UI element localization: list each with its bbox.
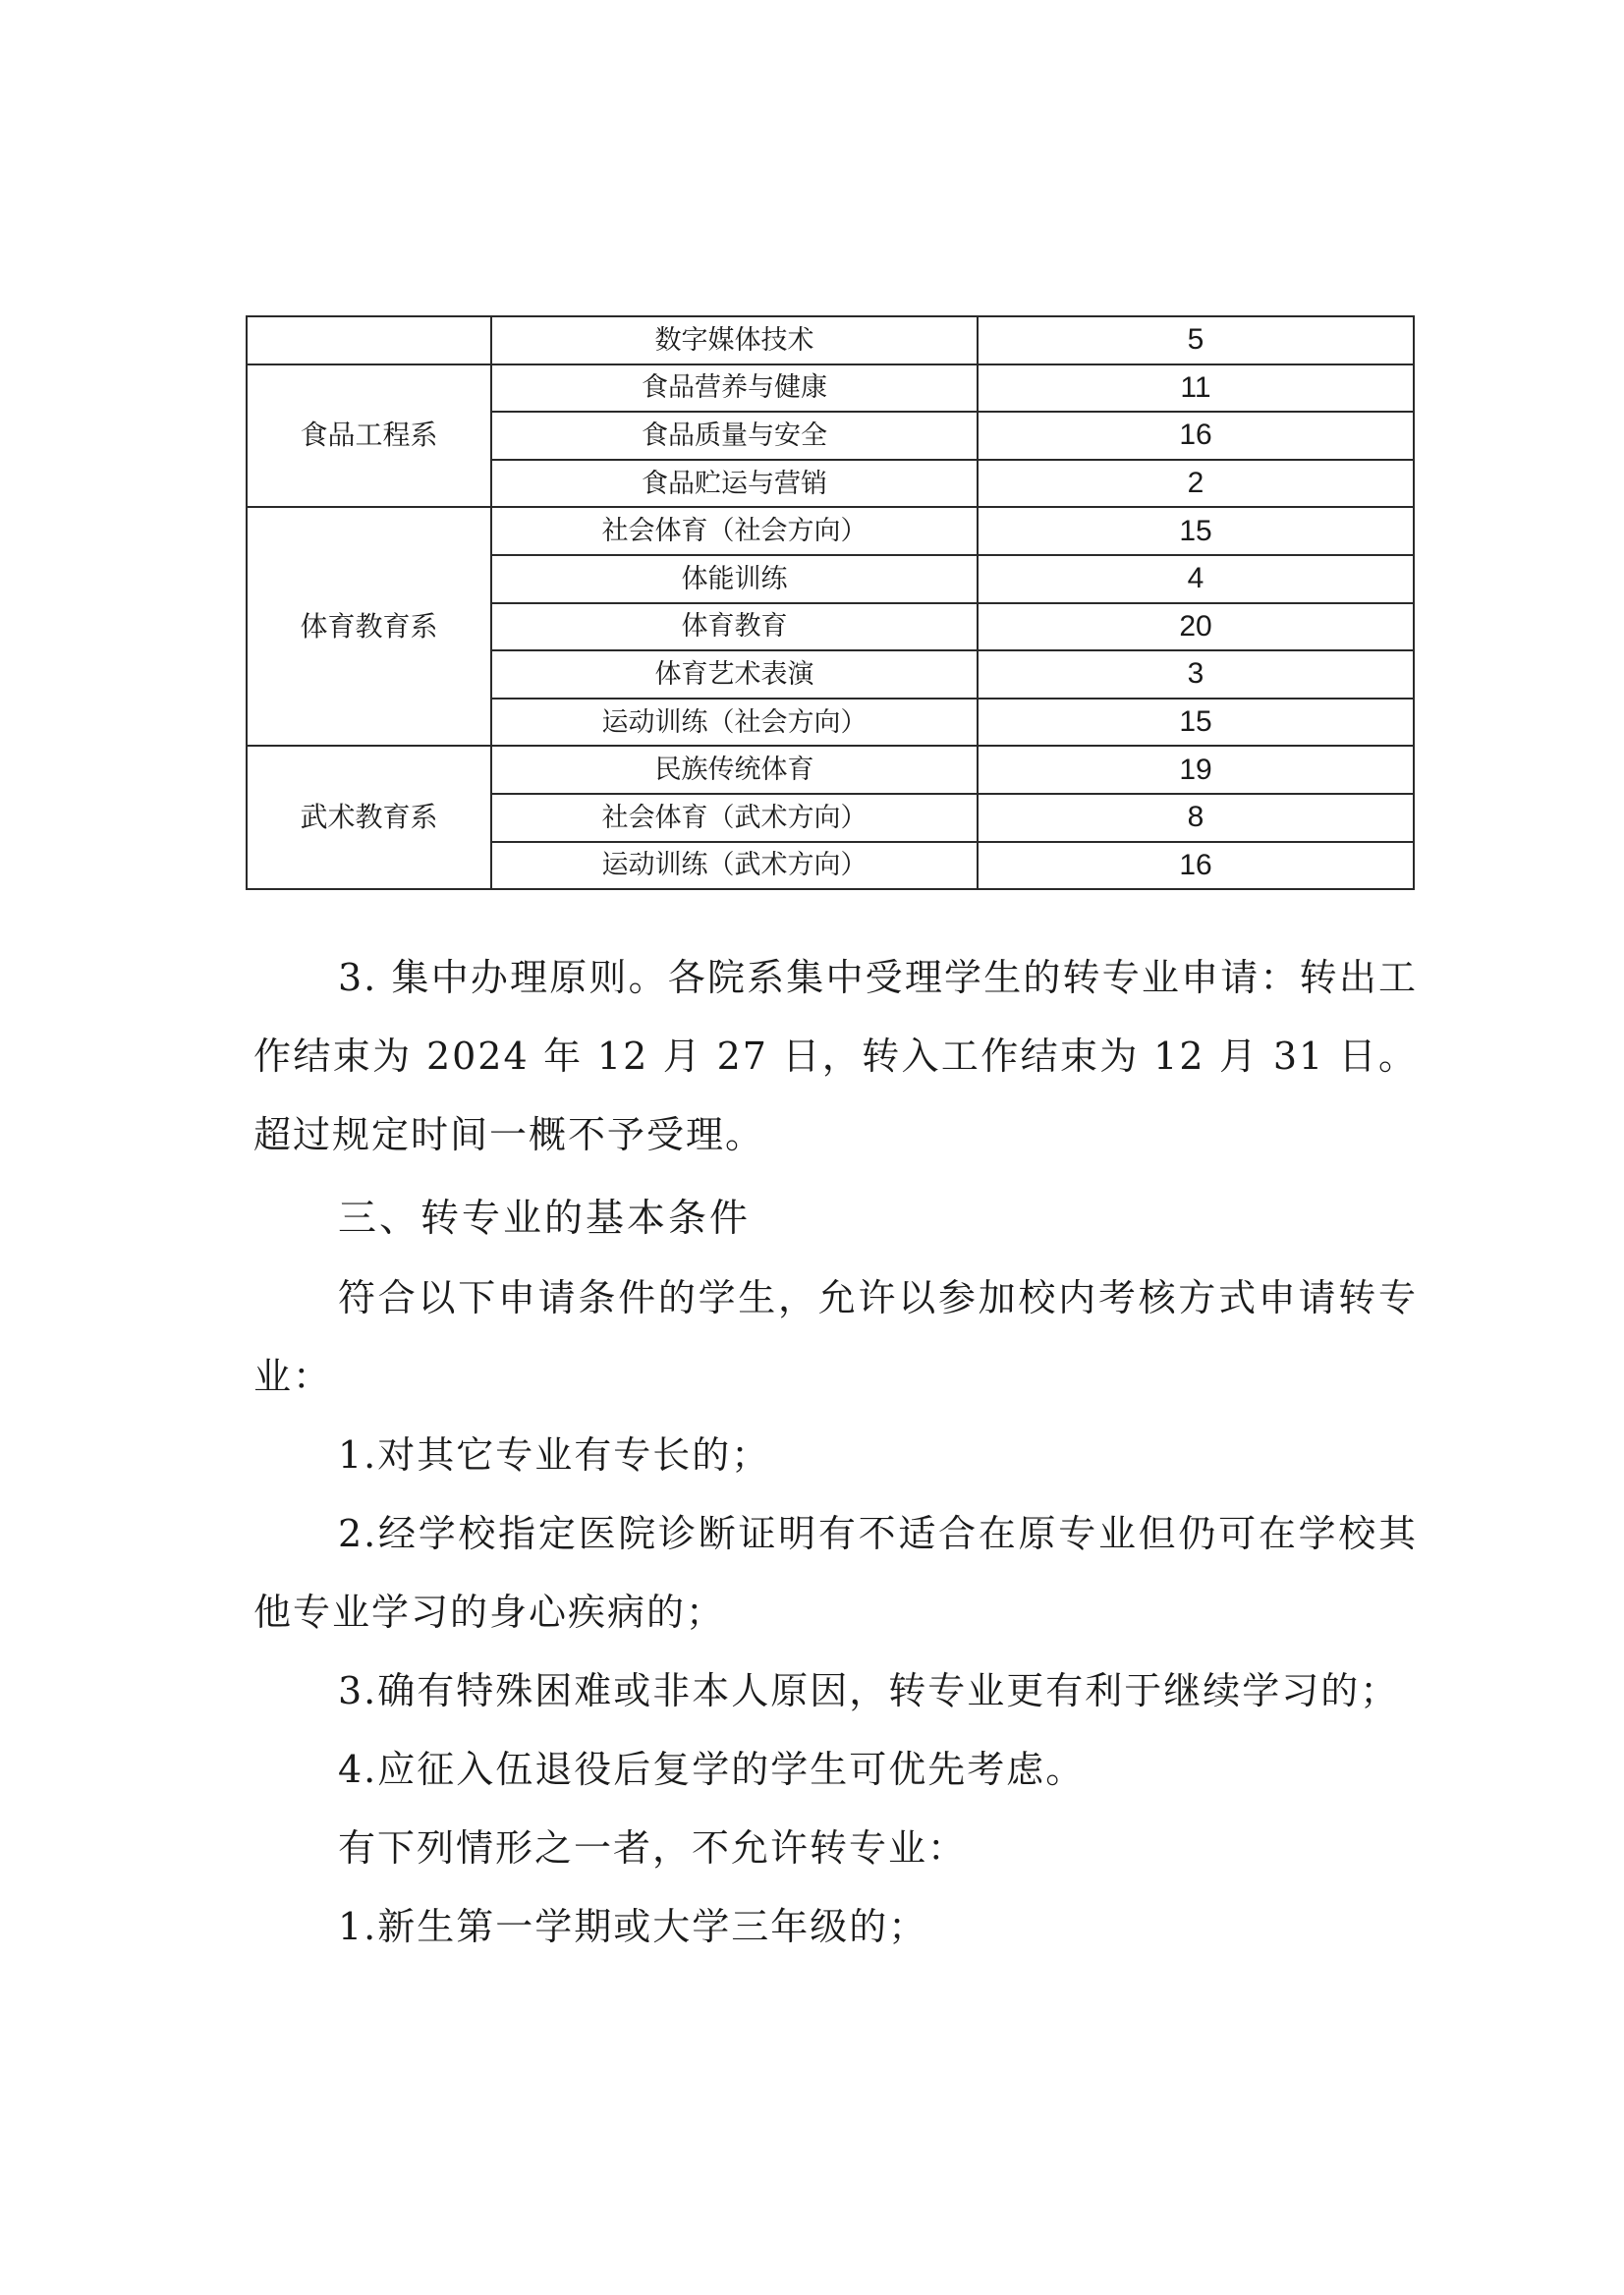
major-cell: 数字媒体技术 [491,316,978,364]
major-cell: 食品质量与安全 [491,412,978,460]
quota-cell: 5 [978,316,1414,364]
quota-cell: 16 [978,842,1414,890]
department-cell: 体育教育系 [247,507,491,746]
table-row [247,316,1414,364]
major-cell: 食品营养与健康 [491,364,978,413]
major-cell: 社会体育（武术方向） [491,794,978,842]
quota-cell: 15 [978,507,1414,555]
department-cell: 武术教育系 [247,746,491,889]
quota-cell: 20 [978,603,1414,651]
major-cell: 民族传统体育 [491,746,978,794]
quota-cell: 3 [978,650,1414,699]
restriction-intro: 有下列情形之一者，不允许转专业： [338,1826,968,1870]
condition-item: 1.对其它专业有专长的； [338,1433,771,1477]
quota-cell: 19 [978,746,1414,794]
transfer-quota-table [246,315,1415,890]
department-cell [247,316,491,364]
table-row [247,746,1414,794]
major-cell: 运动训练（武术方向） [491,842,978,890]
major-cell: 运动训练（社会方向） [491,699,978,747]
condition-item: 2.经学校指定医院诊断证明有不适合在原专业但仍可在学校其他专业学习的身心疾病的； [253,1512,1418,1634]
restriction-item: 1.新生第一学期或大学三年级的； [338,1905,928,1948]
body-text [253,938,1418,1966]
table-row [247,364,1414,413]
section-heading: 三、转专业的基本条件 [338,1197,752,1241]
quota-cell: 16 [978,412,1414,460]
principle-paragraph: 3. 集中办理原则。各院系集中受理学生的转专业申请：转出工作结束为 2024 年 12 月 27 日，转入工作结束为 12 月 31 日。超过规定时间一概不予受理。 [253,956,1418,1156]
table-row [247,507,1414,555]
condition-item: 3.确有特殊困难或非本人原因，转专业更有利于继续学习的； [338,1669,1400,1712]
quota-cell: 2 [978,460,1414,508]
major-cell: 体能训练 [491,555,978,603]
quota-cell: 8 [978,794,1414,842]
major-cell: 社会体育（社会方向） [491,507,978,555]
quota-cell: 11 [978,364,1414,413]
major-cell: 食品贮运与营销 [491,460,978,508]
condition-item: 4.应征入伍退役后复学的学生可优先考虑。 [338,1748,1086,1791]
eligibility-intro: 符合以下申请条件的学生，允许以参加校内考核方式申请转专业： [253,1276,1418,1398]
major-cell: 体育艺术表演 [491,650,978,699]
department-cell: 食品工程系 [247,364,491,508]
major-cell: 体育教育 [491,603,978,651]
quota-cell: 15 [978,699,1414,747]
quota-cell: 4 [978,555,1414,603]
